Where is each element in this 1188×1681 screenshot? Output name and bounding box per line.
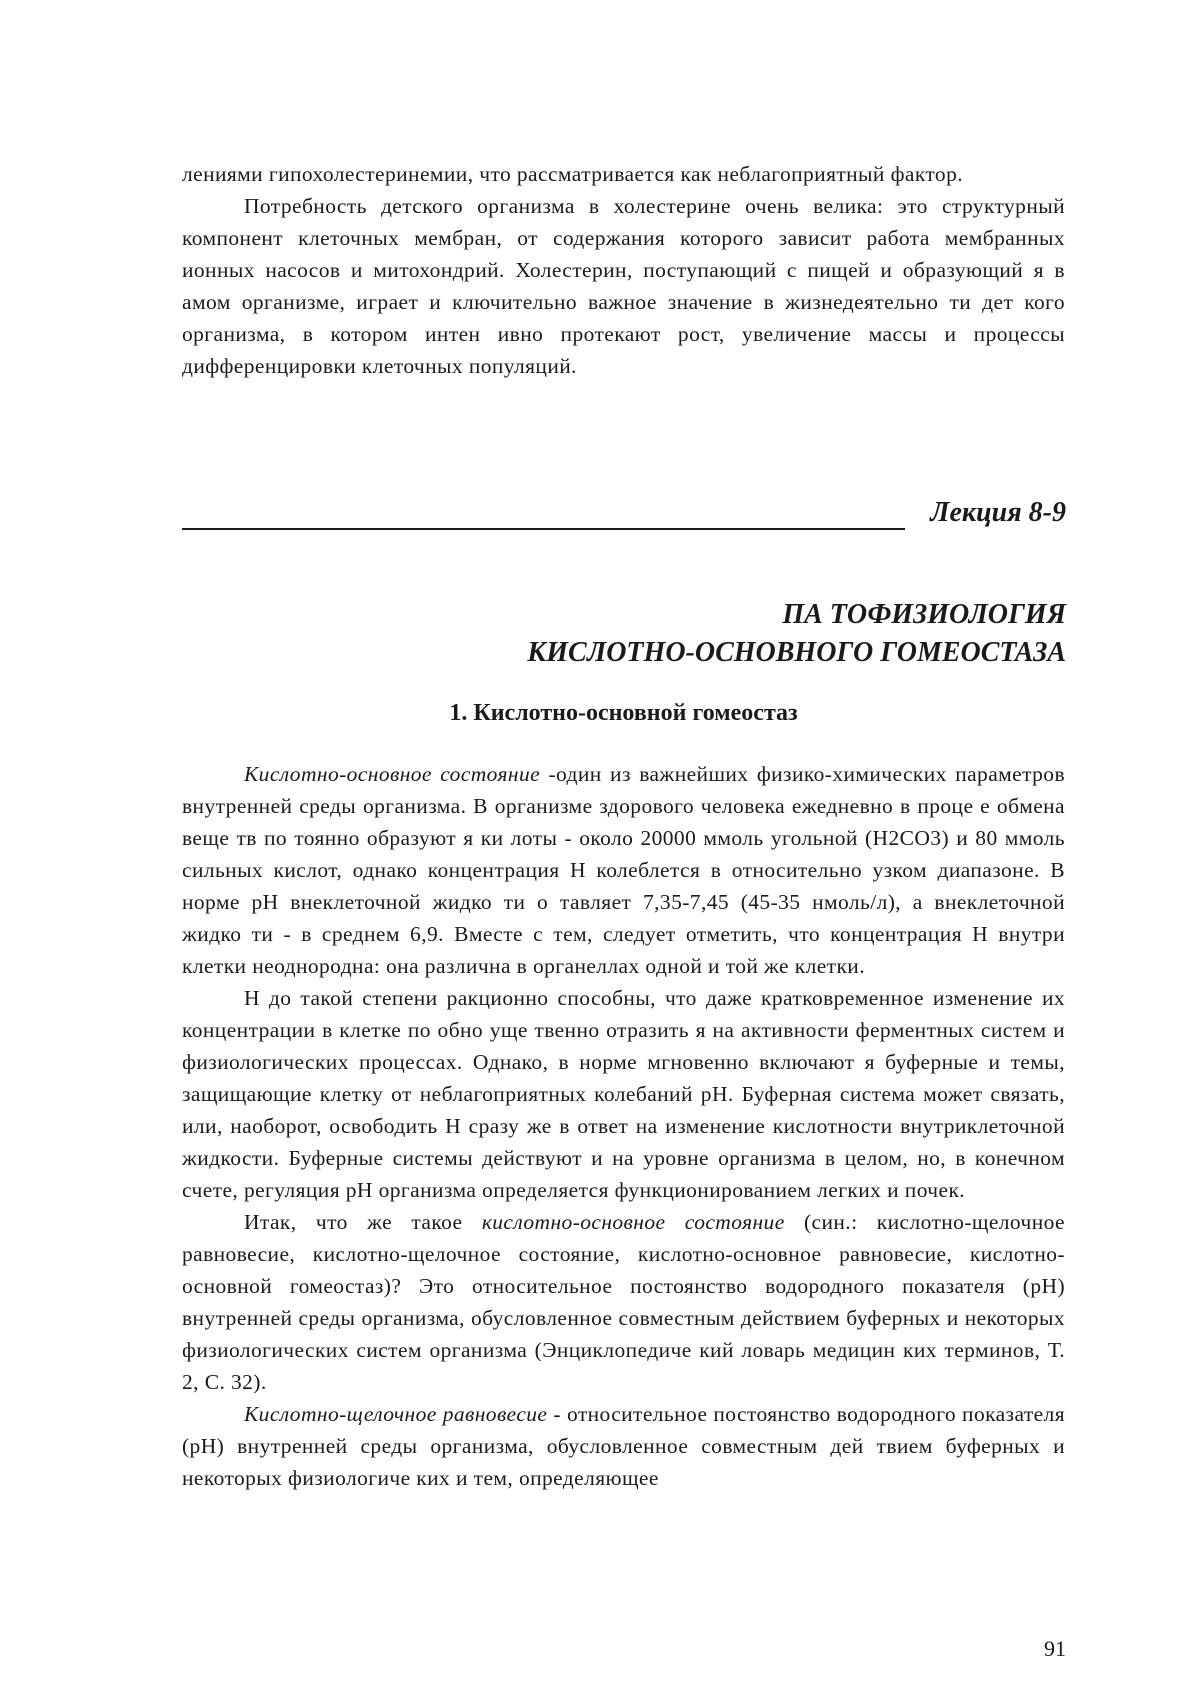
lecture-divider-line <box>182 528 905 530</box>
term-acid-base-state: Кислотно-основное состояние <box>244 762 541 786</box>
page-number: 91 <box>1044 1636 1066 1661</box>
paragraph-question-text: (син.: кислотно-щелочное равновесие, кислотно-щелочное состояние, кислотно-основное равновесие, кислотно-основной гомеостаз)? Это относительное постоянство водородного показателя (pH) внутренней среды организма, обусловленное совместным действием буферных и некоторых физиологических систем организма (Энциклопедиче кий ловарь медицин ких терминов, Т. 2, С. 32). <box>182 1210 1065 1394</box>
paragraph-cholesterol: Потребность детского организма в холестерине очень велика: это структурный компонент клеточных мембран, от содержания которого зависит работа мембранных ионных насосов и митохондрий. Холестерин, поступающий с пищей и образующий я в амом организме, играет и ключительно важное значение в жизнедеятельно ти дет кого организма, в котором интен ивно протекают рост, увеличение массы и процессы дифференцировки клеточных популяций. <box>182 194 1065 378</box>
top-text-block <box>182 158 1065 382</box>
paragraph-question-lead: Итак, что же такое <box>244 1210 482 1234</box>
term-acid-base-state-2: кислотно-основное состояние <box>481 1210 785 1234</box>
paragraph-ions: H до такой степени ракционно способны, что даже кратковременное изменение их концентрации в клетке по обно уще твенно отразить я на активности ферментных систем и физиологических процессах. Однако, в норме мгновенно включают я буферные и темы, защищающие клетку от неблагоприятных колебаний pH. Буферная система может связать, или, наоборот, освободить H сразу же в ответ на изменение кислотности внутриклеточной жидкости. Буферные системы действуют и на уровне организма в целом, но, в конечном счете, регуляция pH организма определяется функционированием легких и почек. <box>182 986 1065 1202</box>
section-heading: 1. Кислотно-основной гомеостаз <box>449 700 798 726</box>
paragraph-question <box>182 1206 1065 1398</box>
paragraph-continuation: лениями гипохолестеринемии, что рассматривается как неблагоприятный фактор. <box>182 162 964 186</box>
chapter-title-line-1: ПА ТОФИЗИОЛОГИЯ <box>782 599 1066 630</box>
paragraph-acid-alkaline-text: - относительное постоянство водородного показателя (pH) внутренней среды организма, обусловленное совместным дей твием буферных и некоторых физиологиче ких и тем, определяющее <box>182 1402 1065 1490</box>
main-text-block <box>182 758 1065 1494</box>
term-acid-alkaline-balance: Кислотно-щелочное равновесие <box>244 1402 548 1426</box>
chapter-title-line-2: КИСЛОТНО-ОСНОВНОГО ГОМЕОСТАЗА <box>527 637 1066 668</box>
paragraph-definition-text: -один из важнейших физико-химических параметров внутренней среды организма. В организме здорового человека ежедневно в проце е обмена веще тв по тоянно образуют я ки лоты - около 20000 ммоль угольной (H2CO3) и 80 ммоль сильных кислот, однако концентрация H колеблется в относительно узком диапазоне. В норме pH внеклеточной жидко ти о тавляет 7,35-7,45 (45-35 нмоль/л), а внеклеточной жидко ти - в среднем 6,9. Вместе с тем, следует отметить, что концентрация H внутри клетки неоднородна: она различна в органеллах одной и той же клетки. <box>182 762 1065 978</box>
lecture-label: Лекция 8-9 <box>930 497 1066 528</box>
paragraph-definition <box>182 758 1065 982</box>
paragraph-acid-alkaline <box>182 1398 1065 1494</box>
chapter-title <box>527 596 1066 672</box>
